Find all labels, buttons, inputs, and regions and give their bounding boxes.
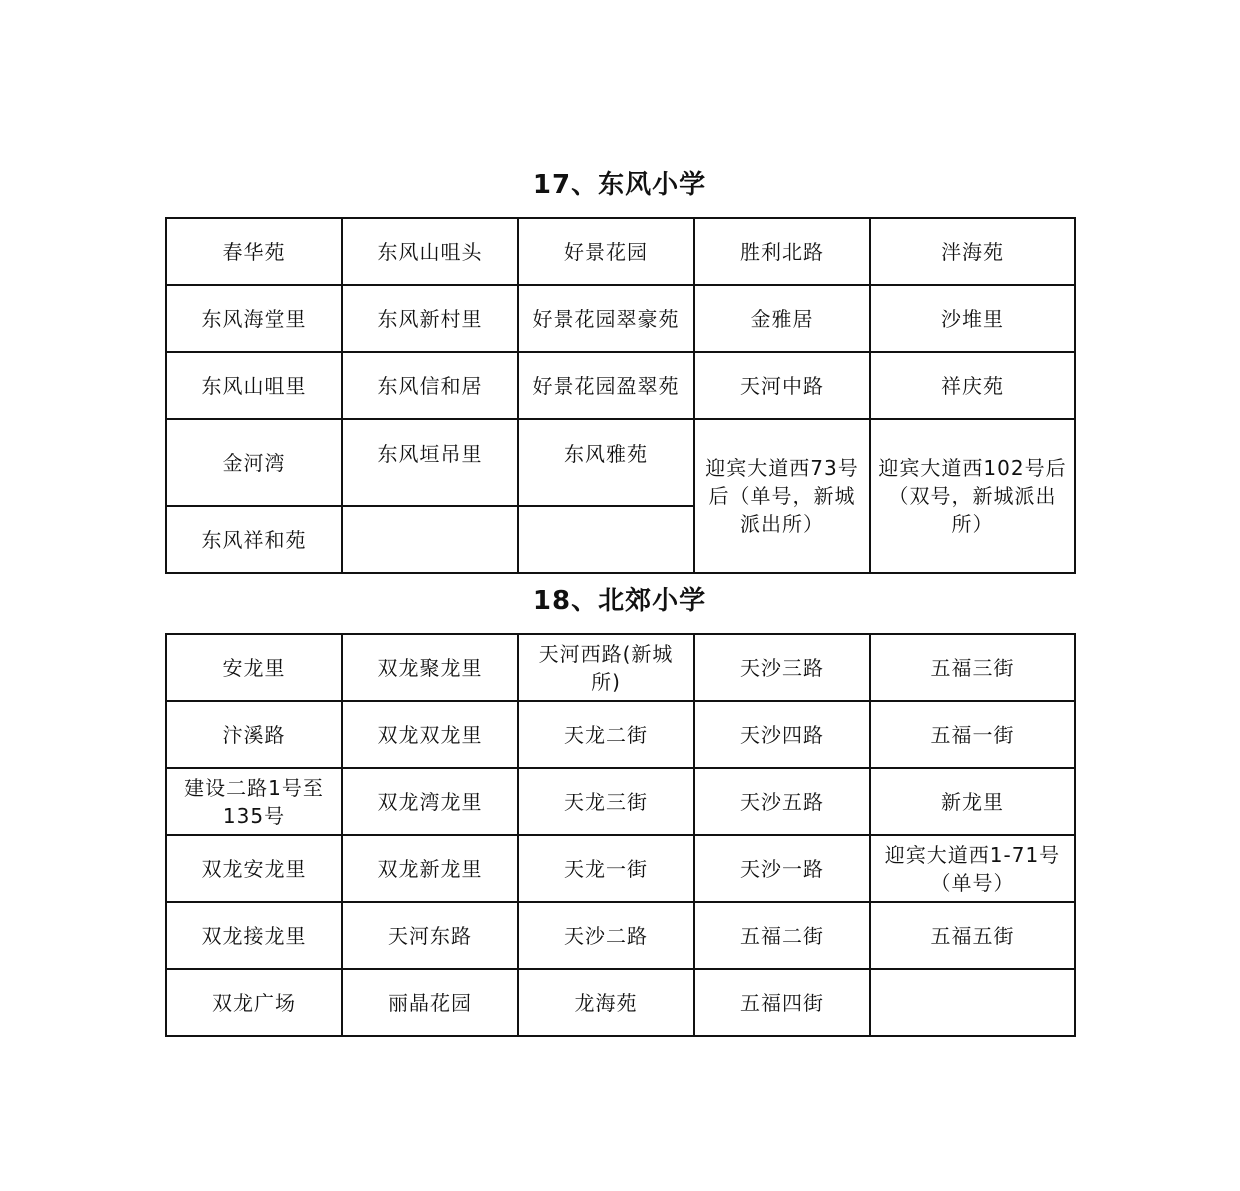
table-cell: 天河中路 (694, 352, 870, 419)
table-dongfeng-primary (165, 217, 1076, 574)
table-cell: 金雅居 (694, 285, 870, 352)
table-cell: 龙海苑 (518, 969, 694, 1036)
table-cell: 五福二街 (694, 902, 870, 969)
table-cell: 东风祥和苑 (166, 506, 342, 573)
table-cell: 双龙接龙里 (166, 902, 342, 969)
table-row (166, 285, 1075, 352)
table-cell: 迎宾大道西1-71号（单号） (870, 835, 1075, 902)
table-cell: 天沙一路 (694, 835, 870, 902)
table-row (166, 352, 1075, 419)
table-cell: 天沙四路 (694, 701, 870, 768)
table-cell: 双龙双龙里 (342, 701, 518, 768)
table-cell: 双龙新龙里 (342, 835, 518, 902)
table-cell: 好景花园盈翠苑 (518, 352, 694, 419)
table-cell: 天龙一街 (518, 835, 694, 902)
table-cell: 东风山咀里 (166, 352, 342, 419)
table-cell: 天沙五路 (694, 768, 870, 835)
table-cell: 天龙三街 (518, 768, 694, 835)
table-cell: 五福三街 (870, 634, 1075, 701)
table-cell: 双龙广场 (166, 969, 342, 1036)
table-cell: 汴溪路 (166, 701, 342, 768)
table-cell: 东风新村里 (342, 285, 518, 352)
table-cell (342, 506, 518, 573)
table-cell: 东风雅苑 (518, 419, 694, 506)
table-cell: 春华苑 (166, 218, 342, 285)
table-row (166, 634, 1075, 701)
section-title-17: 17、东风小学 (532, 170, 707, 200)
table-cell: 好景花园 (518, 218, 694, 285)
table-cell: 天沙二路 (518, 902, 694, 969)
table-row (166, 902, 1075, 969)
table-cell: 迎宾大道西102号后（双号，新城派出所） (870, 419, 1075, 573)
table-cell: 沙堆里 (870, 285, 1075, 352)
table-cell: 天沙三路 (694, 634, 870, 701)
table-beijiao-primary (165, 633, 1076, 1037)
table-cell: 建设二路1号至135号 (166, 768, 342, 835)
table-cell: 安龙里 (166, 634, 342, 701)
table-cell: 东风山咀头 (342, 218, 518, 285)
table-row (166, 701, 1075, 768)
table-cell: 好景花园翠豪苑 (518, 285, 694, 352)
table-row (166, 419, 1075, 506)
table-cell: 泮海苑 (870, 218, 1075, 285)
table-cell: 迎宾大道西73号后（单号，新城派出所） (694, 419, 870, 573)
table-cell: 胜利北路 (694, 218, 870, 285)
table-cell: 丽晶花园 (342, 969, 518, 1036)
table-cell: 祥庆苑 (870, 352, 1075, 419)
table-cell: 东风垣吊里 (342, 419, 518, 506)
table-row (166, 218, 1075, 285)
table-cell (870, 969, 1075, 1036)
table-row (166, 969, 1075, 1036)
table-cell: 天河东路 (342, 902, 518, 969)
table-row (166, 835, 1075, 902)
table-cell: 天河西路(新城所) (518, 634, 694, 701)
table-cell: 双龙聚龙里 (342, 634, 518, 701)
table-cell: 东风信和居 (342, 352, 518, 419)
table-cell: 东风海堂里 (166, 285, 342, 352)
table-cell: 新龙里 (870, 768, 1075, 835)
table-row (166, 768, 1075, 835)
section-title-18: 18、北郊小学 (532, 586, 707, 616)
table-cell: 双龙湾龙里 (342, 768, 518, 835)
table-cell: 天龙二街 (518, 701, 694, 768)
table-cell: 五福一街 (870, 701, 1075, 768)
table-cell: 五福四街 (694, 969, 870, 1036)
table-cell: 五福五街 (870, 902, 1075, 969)
table-cell (518, 506, 694, 573)
table-cell: 金河湾 (166, 419, 342, 506)
table-cell: 双龙安龙里 (166, 835, 342, 902)
